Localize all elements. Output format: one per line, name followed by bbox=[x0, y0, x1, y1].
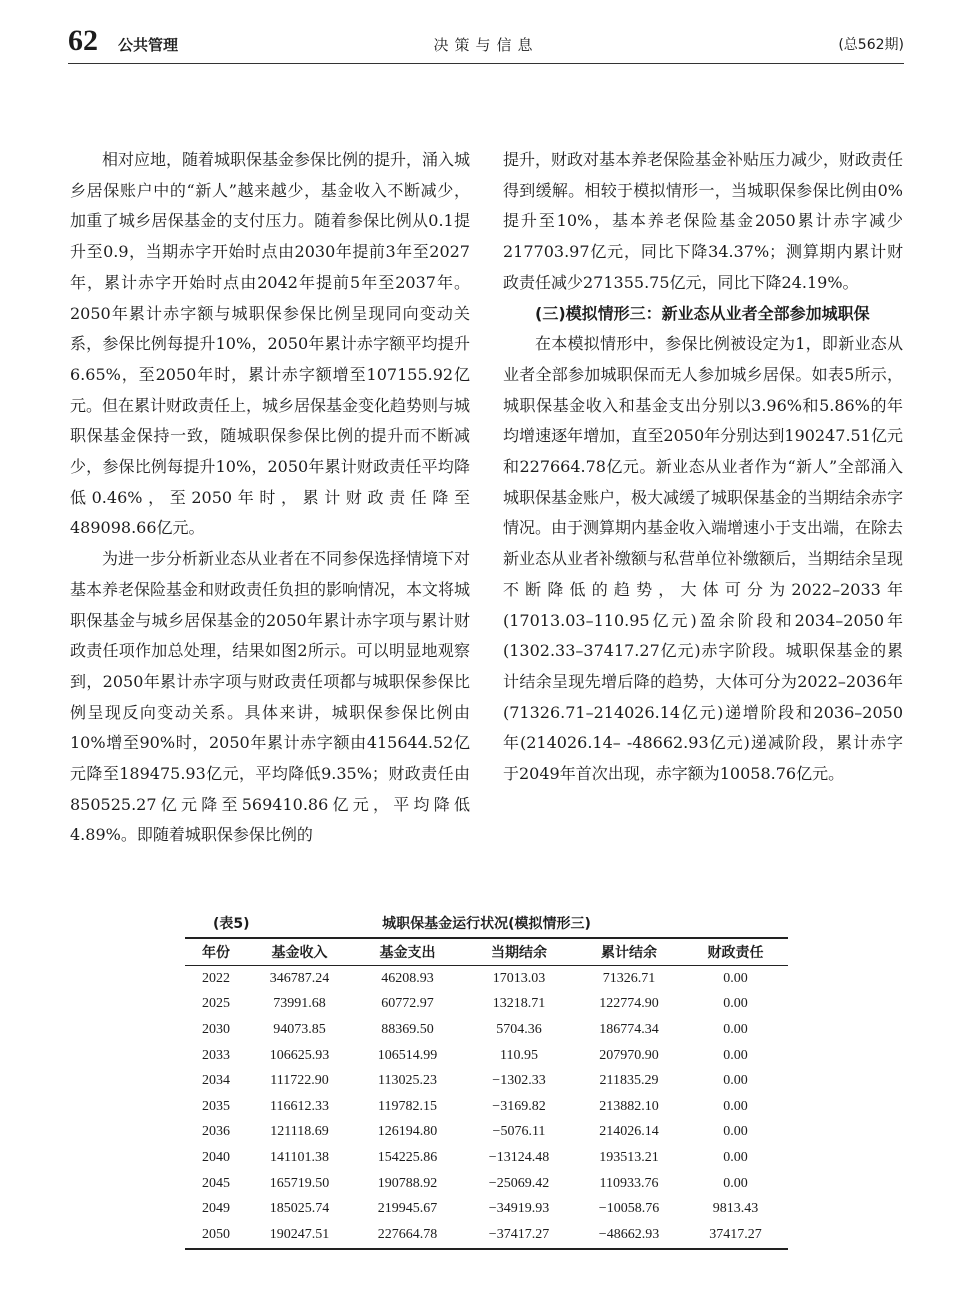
table-cell: 122774.90 bbox=[599, 996, 659, 1012]
table-row bbox=[185, 1068, 788, 1094]
table-cell: 0.00 bbox=[723, 996, 748, 1012]
table-cell: 0.00 bbox=[723, 1098, 748, 1114]
table-cell: 0.00 bbox=[723, 1021, 748, 1037]
column-header: 基金支出 bbox=[352, 938, 463, 966]
table-row bbox=[185, 1196, 788, 1222]
section-heading: (三)模拟情形三：新业态从业者全部参加城职保 bbox=[535, 303, 870, 323]
table-cell: 2034 bbox=[202, 1073, 230, 1089]
table-cell: 190788.92 bbox=[377, 1175, 438, 1191]
paragraph: 提升，财政对基本养老保险基金补贴压力减少，财政责任得到缓解。相较于模拟情形一，当城职保参保比例由0%提升至10%，基本养老保险基金2050累计赤字减少217703.97亿元，同比下降34.37%；测算期内累计财政责任减少271355.75亿元，同比下降24.19%。 bbox=[503, 150, 904, 292]
table-cell: 2025 bbox=[202, 996, 230, 1012]
table-cell: 214026.14 bbox=[599, 1124, 659, 1140]
table-cell: 73991.68 bbox=[273, 996, 326, 1012]
table-cell: 211835.29 bbox=[599, 1073, 659, 1089]
table-cell: −3169.82 bbox=[492, 1098, 546, 1114]
table-cell: 346787.24 bbox=[269, 970, 330, 986]
table-cell: 141101.38 bbox=[270, 1149, 329, 1165]
table-cell: 71326.71 bbox=[602, 970, 656, 986]
table-row bbox=[185, 992, 788, 1018]
page-number: 62 bbox=[68, 24, 98, 57]
column-header: 当期结余 bbox=[463, 938, 575, 966]
table-cell: −1302.33 bbox=[492, 1073, 546, 1089]
table-cell: 193513.21 bbox=[599, 1149, 659, 1165]
table-row bbox=[185, 1145, 788, 1171]
data-table bbox=[185, 937, 788, 1250]
table-cell: 60772.97 bbox=[381, 996, 434, 1012]
table-row bbox=[185, 1120, 788, 1146]
table-header-row bbox=[185, 938, 788, 966]
table-cell: 17013.03 bbox=[492, 970, 546, 986]
table-cell: 2035 bbox=[202, 1098, 230, 1114]
table-cell: −48662.93 bbox=[575, 1222, 683, 1249]
table-cell: −10058.76 bbox=[598, 1201, 660, 1217]
table-cell: 227664.78 bbox=[352, 1222, 463, 1249]
table-cell: 2045 bbox=[202, 1175, 230, 1191]
table-cell: 0.00 bbox=[723, 970, 748, 986]
table-cell: −5076.11 bbox=[492, 1124, 546, 1140]
table-cell: 94073.85 bbox=[273, 1021, 326, 1037]
table-cell: 2050 bbox=[185, 1222, 247, 1249]
table-cell: 165719.50 bbox=[269, 1175, 330, 1191]
column-header: 累计结余 bbox=[575, 938, 683, 966]
table-cell: 0.00 bbox=[723, 1149, 748, 1165]
table-row bbox=[185, 1094, 788, 1120]
table-caption bbox=[185, 910, 788, 934]
table-cell: 88369.50 bbox=[381, 1021, 434, 1037]
table-cell: 126194.80 bbox=[377, 1124, 438, 1140]
table-cell: 121118.69 bbox=[270, 1124, 329, 1140]
table-cell: 154225.86 bbox=[377, 1149, 438, 1165]
table-cell: −37417.27 bbox=[463, 1222, 575, 1249]
paragraph: 为进一步分析新业态从业者在不同参保选择情境下对基本养老保险基金和财政责任负担的影响情况，本文将城职保基金与城乡居保基金的2050年累计赤字项与累计财政责任项作加总处理，结果如图2所示。可以明显地观察到，2050年累计赤字项与财政责任项都与城职保参保比例呈现反向变动关系。具体来讲，城职保参保比例由10%增至90%时，2050年累计赤字额由415644.52亿元降至189475.93亿元，平均降低9.35%；财政责任由850525.27亿元降至569410.86亿元，平均降低4.89%。即随着城职保参保比例的 bbox=[70, 549, 471, 845]
table-row bbox=[185, 1171, 788, 1197]
table-cell: 2040 bbox=[202, 1149, 230, 1165]
table-cell: 185025.74 bbox=[269, 1201, 330, 1217]
table-cell: 113025.23 bbox=[378, 1073, 437, 1089]
table-title: 城职保基金运行状况(模拟情形三) bbox=[382, 916, 591, 932]
right-column bbox=[503, 145, 903, 790]
column-header: 基金收入 bbox=[247, 938, 352, 966]
table-cell: 111722.90 bbox=[270, 1073, 329, 1089]
table-cell: 186774.34 bbox=[599, 1021, 659, 1037]
table-cell: 207970.90 bbox=[599, 1047, 659, 1063]
table-row bbox=[185, 1222, 788, 1249]
table-cell: 0.00 bbox=[723, 1073, 748, 1089]
table-cell: 106514.99 bbox=[377, 1047, 438, 1063]
table-cell: 0.00 bbox=[723, 1124, 748, 1140]
table-cell: 110.95 bbox=[500, 1047, 538, 1063]
table-row bbox=[185, 1043, 788, 1069]
table-cell: 116612.33 bbox=[270, 1098, 329, 1114]
table-number: (表5) bbox=[213, 916, 250, 932]
table-cell: 119782.15 bbox=[378, 1098, 437, 1114]
table-cell: −34919.93 bbox=[488, 1201, 550, 1217]
header-rule bbox=[68, 63, 904, 64]
table-cell: 190247.51 bbox=[247, 1222, 352, 1249]
table-cell: 5704.36 bbox=[496, 1021, 542, 1037]
table-row bbox=[185, 966, 788, 992]
table-cell: 110933.76 bbox=[599, 1175, 659, 1191]
running-header bbox=[68, 22, 904, 62]
section-name: 公共管理 bbox=[118, 36, 179, 54]
table-cell: 2036 bbox=[202, 1124, 230, 1140]
table-cell: 37417.27 bbox=[683, 1222, 788, 1249]
table-cell: 13218.71 bbox=[492, 996, 546, 1012]
journal-name: 决策与信息 bbox=[433, 36, 539, 54]
table-cell: 0.00 bbox=[723, 1047, 748, 1063]
table-cell: 9813.43 bbox=[712, 1201, 759, 1217]
paragraph: 在本模拟情形中，参保比例被设定为1，即新业态从业者全部参加城职保而无人参加城乡居保。如表5所示，城职保基金收入和基金支出分别以3.96%和5.86%的年均增速逐年增加，直至2050年分别达到190247.51亿元和227664.78亿元。新业态从业者作为“新人”全部涌入城职保基金账户，极大减缓了城职保基金的当期结余赤字情况。由于测算期内基金收入端增速小于支出端，在除去新业态从业者补缴额与私营单位补缴额后，当期结余呈现不断降低的趋势，大体可分为2022–2033年(17013.03–110.95亿元)盈余阶段和2034–2050年(1302.33–37417.27亿元)赤字阶段。城职保基金的累计结余呈现先增后降的趋势，大体可分为2022–2036年(71326.71–214026.14亿元)递增阶段和2036–2050年(214026.14– -48662.93亿元)递减阶段，累计赤字于2049年首次出现，赤字额为10058.76亿元。 bbox=[503, 334, 904, 784]
paragraph: 相对应地，随着城职保基金参保比例的提升，涌入城乡居保账户中的“新人”越来越少，基金收入不断减少，加重了城乡居保基金的支付压力。随着参保比例从0.1提升至0.9，当期赤字开始时点由2030年提前3年至2027年，累计赤字开始时点由2042年提前5年至2037年。2050年累计赤字额与城职保参保比例呈现同向变动关系，参保比例每提升10%，2050年累计赤字额平均提升6.65%，至2050年时，累计赤字额增至107155.92亿元。但在累计财政责任上，城乡居保基金变化趋势则与城职保基金保持一致，随城职保参保比例的提升而不断减少，参保比例每提升10%，2050年累计财政责任平均降低0.46%，至2050年时，累计财政责任降至489098.66亿元。 bbox=[70, 150, 471, 538]
table-cell: 213882.10 bbox=[599, 1098, 659, 1114]
column-header: 年份 bbox=[185, 938, 247, 966]
left-column bbox=[70, 145, 470, 851]
table-cell: 0.00 bbox=[723, 1175, 748, 1191]
table-cell: 106625.93 bbox=[269, 1047, 330, 1063]
issue-number: (总562期) bbox=[838, 37, 904, 53]
column-header: 财政责任 bbox=[683, 938, 788, 966]
table-cell: 219945.67 bbox=[377, 1201, 438, 1217]
table-cell: −25069.42 bbox=[488, 1175, 550, 1191]
table-cell: 2049 bbox=[202, 1201, 230, 1217]
table-cell: −13124.48 bbox=[488, 1149, 550, 1165]
table-row bbox=[185, 1017, 788, 1043]
table-cell: 2022 bbox=[202, 970, 230, 986]
table-cell: 46208.93 bbox=[381, 970, 434, 986]
table-cell: 2033 bbox=[202, 1047, 230, 1063]
table-cell: 2030 bbox=[202, 1021, 230, 1037]
